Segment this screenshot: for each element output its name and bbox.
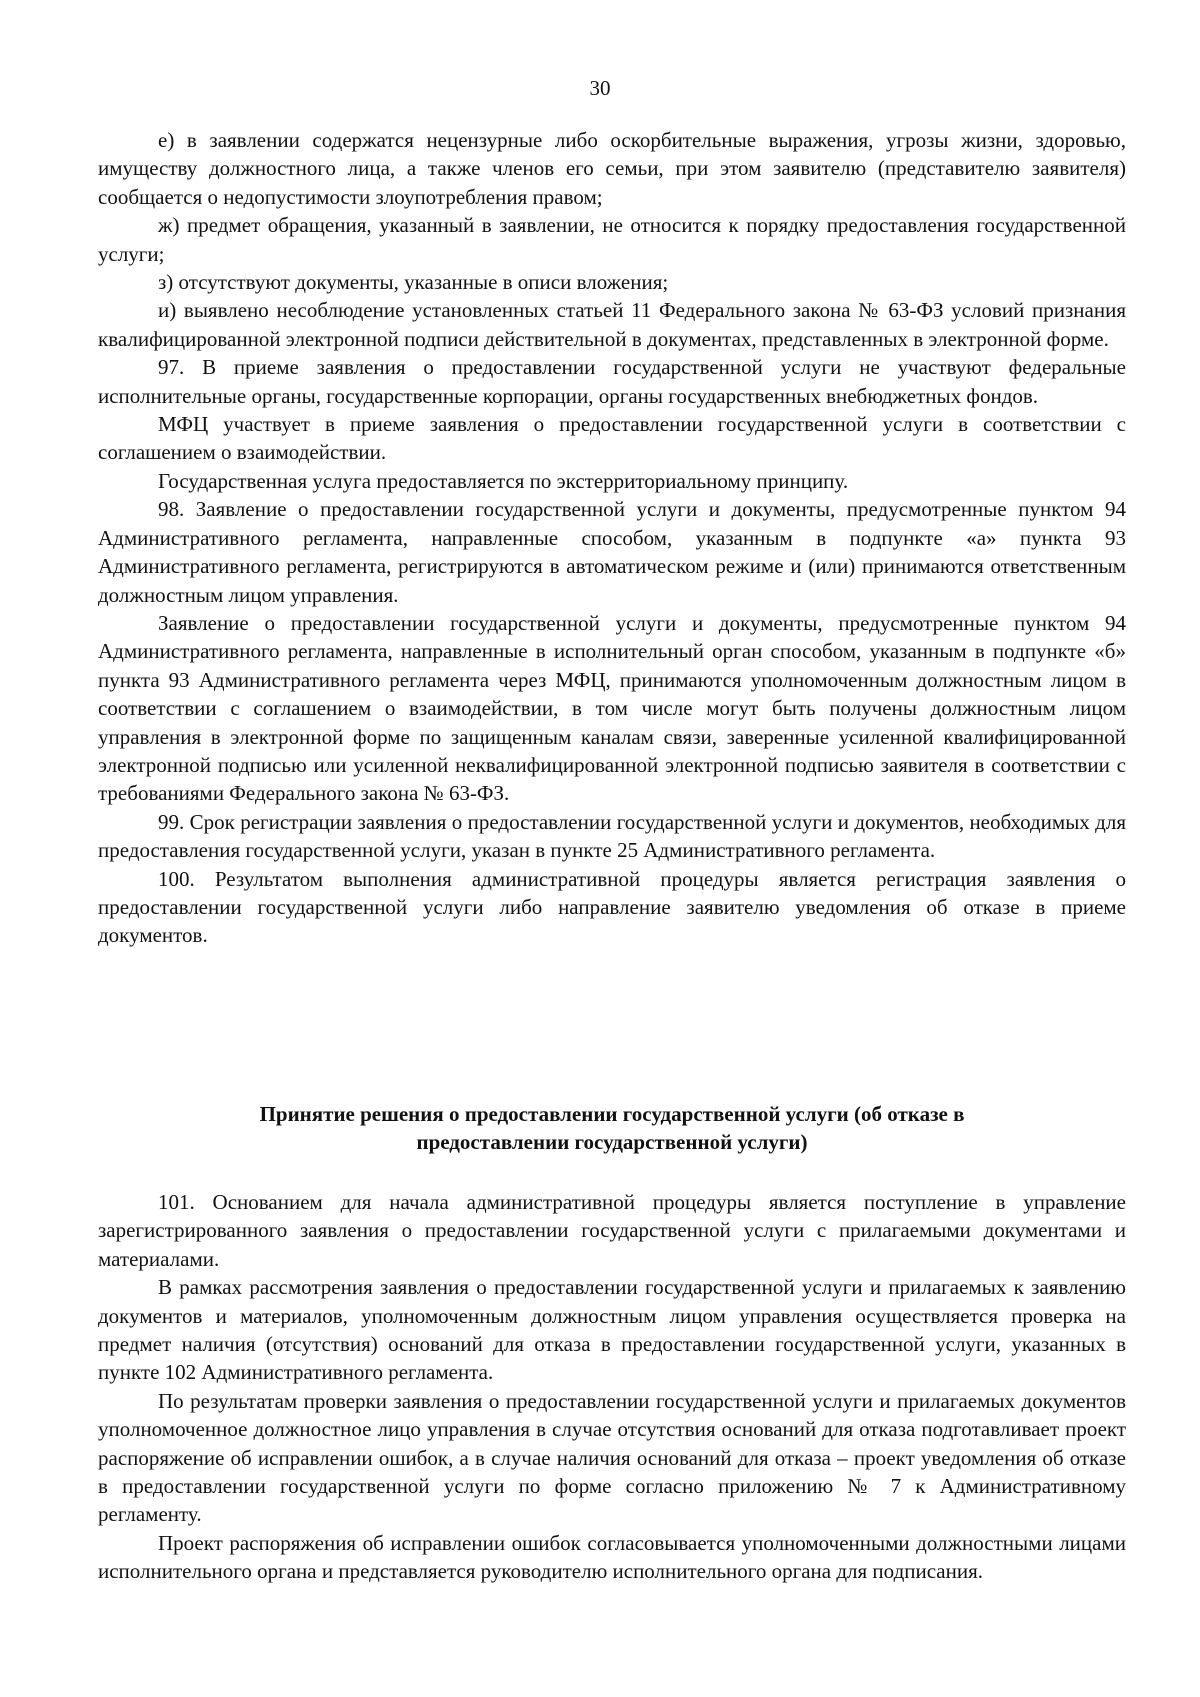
paragraph-review: В рамках рассмотрения заявления о предоставлении государственной услуги и прилагаемых к заявлению документов и материалов, уполномоченным должностным лицом управления осуществляется проверка на предмет наличия (отсутствия) оснований для отказа в предоставлении государственной услуги, указанных в пункте 102 Административного регламента.: [98, 1275, 1126, 1385]
paragraph-e: е) в заявлении содержатся нецензурные либо оскорбительные выражения, угрозы жизни, здоровью, имуществу должностного лица, а также членов его семьи, при этом заявителю (представителю заявителя) сообщается о недопустимости злоупотребления правом;: [98, 128, 1126, 209]
paragraph-exterritorial: Государственная услуга предоставляется по экстерриториальному принципу.: [158, 468, 849, 493]
paragraph-i: и) выявлено несоблюдение установленных статьей 11 Федерального закона № 63-ФЗ условий признания квалифицированной электронной подписи действительной в документах, представленных в электронной форме.: [98, 298, 1126, 351]
section-heading-line-2: предоставлении государственной услуги): [416, 1130, 808, 1155]
paragraph-results: По результатам проверки заявления о предоставлении государственной услуги и прилагаемых документов уполномоченное должностное лицо управления в случае отсутствия оснований для отказа подготавливает проект распоряжение об исправлении ошибок, а в случае наличия оснований для отказа – проект уведомления об отказе в предоставлении государственной услуги по форме согласно приложению № 7 к Административному регламенту.: [98, 1388, 1126, 1527]
paragraph-98-mfc: Заявление о предоставлении государственной услуги и документы, предусмотренные пунктом 94 Административного регламента, направленные в исполнительный орган способом, указанным в подпункте «б» пункта 93 Административного регламента через МФЦ, принимаются уполномоченным должностным лицом в соответствии с соглашением о взаимодействии, в том числе могут быть получены должностным лицом управления в электронной форме по защищенным каналам связи, заверенные усиленной квалифицированной электронной подписью или усиленной неквалифицированной электронной подписью заявителя в соответствии с требованиями Федерального закона № 63-ФЗ.: [98, 610, 1126, 806]
section-heading: [98, 1100, 1126, 1157]
paragraph-99: 99. Срок регистрации заявления о предоставлении государственной услуги и документов, необходимых для предоставления государственной услуги, указан в пункте 25 Административного регламента.: [98, 809, 1126, 863]
body-text-bottom: [98, 1188, 1126, 1586]
body-text-top: [98, 126, 1126, 950]
paragraph-mfc: МФЦ участвует в приеме заявления о предоставлении государственной услуги в соответствии с соглашением о взаимодействии.: [98, 412, 1126, 465]
paragraph-100: 100. Результатом выполнения административной процедуры является регистрация заявления о предоставлении государственной услуги либо направление заявителю уведомления об отказе в приеме документов.: [98, 866, 1126, 948]
page-number: 30: [589, 76, 611, 100]
paragraph-z: з) отсутствуют документы, указанные в описи вложения;: [158, 270, 669, 295]
paragraph-101: 101. Основанием для начала административной процедуры является поступление в управление зарегистрированного заявления о предоставлении государственной услуги с прилагаемыми документами и материалами.: [98, 1190, 1126, 1271]
paragraph-zh: ж) предмет обращения, указанный в заявлении, не относится к порядку предоставления государственной услуги;: [98, 213, 1126, 266]
paragraph-98: 98. Заявление о предоставлении государственной услуги и документы, предусмотренные пунктом 94 Административного регламента, направленные способом, указанным в подпункте «а» пункта 93 Административного регламента, регистрируются в автоматическом режиме и (или) принимаются ответственным должностным лицом управления.: [98, 497, 1126, 607]
section-heading-line-1: Принятие решения о предоставлении государственной услуги (об отказе в: [259, 1102, 965, 1126]
paragraph-97: 97. В приеме заявления о предоставлении государственной услуги не участвуют федеральные исполнительные органы, государственные корпорации, органы государственных внебюджетных фондов.: [98, 355, 1126, 408]
paragraph-draft: Проект распоряжения об исправлении ошибок согласовывается уполномоченными должностными лицами исполнительного органа и представляется руководителю исполнительного органа для подписания.: [98, 1530, 1126, 1584]
